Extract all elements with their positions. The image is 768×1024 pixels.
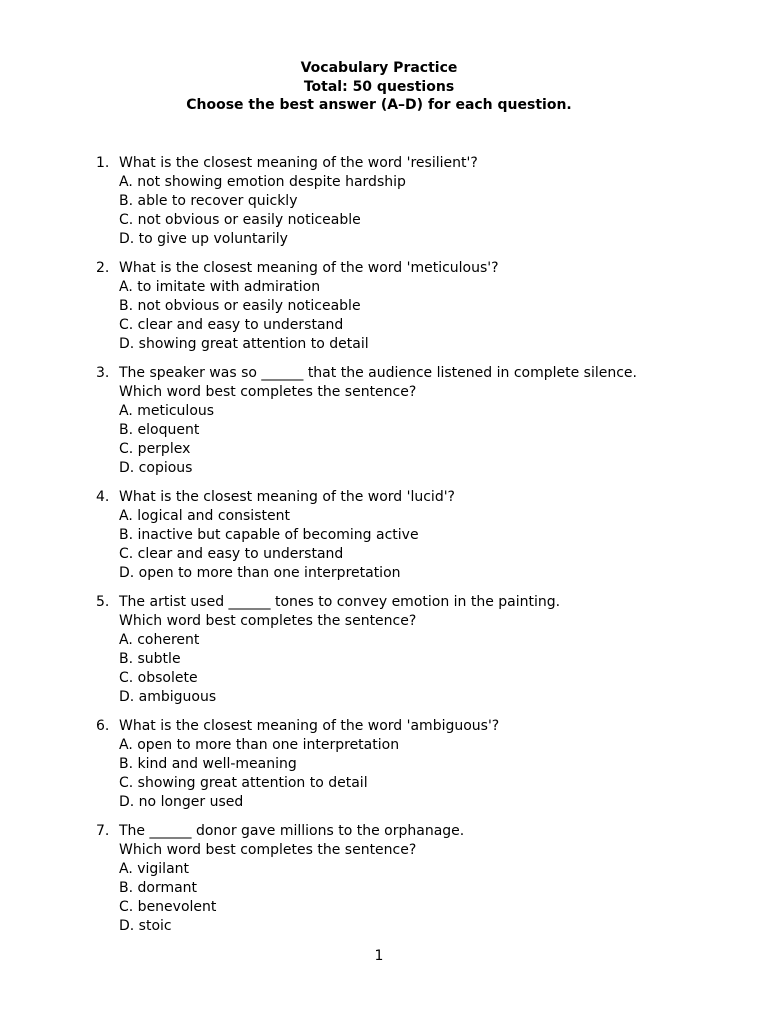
question-text: The artist used ______ tones to convey emotion in the painting. — [119, 594, 561, 610]
question-prompt: Which word best completes the sentence? — [119, 384, 417, 400]
question-prompt: Which word best completes the sentence? — [119, 842, 417, 858]
question-item — [96, 259, 716, 354]
question-text: The ______ donor gave millions to the orphanage. — [119, 823, 465, 839]
question-item — [96, 717, 716, 812]
question-text: What is the closest meaning of the word 'resilient'? — [119, 155, 478, 171]
option-c: C. clear and easy to understand — [119, 546, 344, 562]
question-number: 3. — [96, 365, 110, 381]
option-b: B. inactive but capable of becoming active — [119, 527, 419, 543]
option-a: A. open to more than one interpretation — [119, 737, 400, 753]
option-a: A. not showing emotion despite hardship — [119, 174, 406, 190]
option-d: D. to give up voluntarily — [119, 231, 288, 247]
question-item — [96, 364, 716, 478]
option-a: A. to imitate with admiration — [119, 279, 321, 295]
option-c: C. not obvious or easily noticeable — [119, 212, 361, 228]
question-text: What is the closest meaning of the word 'lucid'? — [119, 489, 455, 505]
question-prompt: Which word best completes the sentence? — [119, 613, 417, 629]
question-item — [96, 488, 716, 583]
option-c: C. clear and easy to understand — [119, 317, 344, 333]
option-c: C. obsolete — [119, 670, 198, 686]
option-a: A. vigilant — [119, 861, 190, 877]
option-c: C. perplex — [119, 441, 191, 457]
option-b: B. dormant — [119, 880, 198, 896]
total-questions: Total: 50 questions — [303, 78, 455, 95]
option-d: D. no longer used — [119, 794, 244, 810]
page-title: Vocabulary Practice — [300, 60, 458, 76]
option-d: D. ambiguous — [119, 689, 217, 705]
option-b: B. eloquent — [119, 422, 200, 438]
question-item — [96, 822, 716, 936]
question-number: 5. — [96, 594, 110, 610]
option-c: C. showing great attention to detail — [119, 775, 368, 791]
option-b: B. not obvious or easily noticeable — [119, 298, 361, 314]
document-header — [0, 59, 758, 115]
option-c: C. benevolent — [119, 899, 217, 915]
option-d: D. stoic — [119, 918, 172, 934]
question-number: 6. — [96, 718, 110, 734]
question-text: The speaker was so ______ that the audience listened in complete silence. — [119, 365, 637, 381]
option-d: D. copious — [119, 460, 193, 476]
option-a: A. logical and consistent — [119, 508, 290, 524]
option-b: B. subtle — [119, 651, 181, 667]
option-a: A. coherent — [119, 632, 200, 648]
question-text: What is the closest meaning of the word 'meticulous'? — [119, 260, 499, 276]
question-number: 1. — [96, 155, 110, 171]
question-item — [96, 593, 716, 707]
question-number: 7. — [96, 823, 110, 839]
question-number: 2. — [96, 260, 110, 276]
instructions: Choose the best answer (A–D) for each question. — [186, 97, 572, 113]
question-item — [96, 154, 716, 249]
option-d: D. showing great attention to detail — [119, 336, 369, 352]
question-text: What is the closest meaning of the word 'ambiguous'? — [119, 718, 500, 734]
option-b: B. kind and well-meaning — [119, 756, 297, 772]
option-d: D. open to more than one interpretation — [119, 565, 401, 581]
option-b: B. able to recover quickly — [119, 193, 298, 209]
option-a: A. meticulous — [119, 403, 215, 419]
question-list — [96, 154, 716, 946]
page-number: 1 — [374, 948, 384, 964]
question-number: 4. — [96, 489, 110, 505]
